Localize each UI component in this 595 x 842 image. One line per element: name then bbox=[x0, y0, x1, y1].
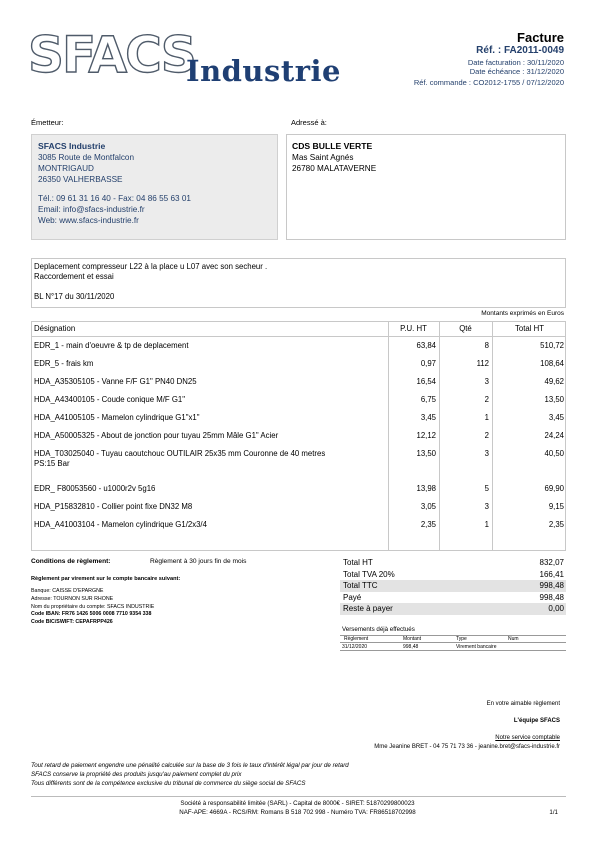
description-box bbox=[31, 258, 566, 308]
page-number: 1/1 bbox=[549, 809, 558, 816]
row-pu: 2,35 bbox=[420, 520, 436, 529]
emetteur-label: Émetteur: bbox=[31, 118, 64, 127]
logo-sfacs-text: SFACS bbox=[28, 26, 195, 84]
legal-line: SFACS conserve la propriété des produits jusqu'au paiement complet du prix bbox=[31, 771, 242, 778]
row-total: 510,72 bbox=[540, 341, 564, 350]
versements-header-num: Num bbox=[508, 636, 519, 642]
totals-row bbox=[340, 580, 566, 592]
totals-label: Reste à payer bbox=[343, 604, 393, 613]
row-pu: 6,75 bbox=[420, 395, 436, 404]
footer-line1: Société à responsabilité limitée (SARL) - Capital de 8000€ - SIRET: 51870299800023 bbox=[180, 800, 415, 807]
totals-value: 166,41 bbox=[539, 569, 564, 579]
row-pu: 3,45 bbox=[420, 413, 436, 422]
header-qte: Qté bbox=[459, 324, 472, 333]
footer-line2: NAF-APE: 4669A - RCS/RM: Romans B 518 702 998 - Numéro TVA: FR86518702998 bbox=[179, 809, 416, 816]
versements-title: Versements déjà effectués bbox=[342, 626, 415, 633]
table-header bbox=[32, 322, 565, 337]
row-designation: EDR_ F80053560 - u1000r2v 5g16 bbox=[34, 484, 156, 493]
row-total: 13,50 bbox=[544, 395, 564, 404]
row-designation: HDA_A41003104 - Mamelon cylindrique G1/2x3/4 bbox=[34, 520, 207, 529]
destinataire-line: Mas Saint Agnés bbox=[292, 153, 354, 162]
row-pu: 16,54 bbox=[416, 377, 436, 386]
document-title: Facture bbox=[517, 30, 564, 45]
bl-reference: BL N°17 du 30/11/2020 bbox=[34, 292, 115, 301]
row-pu: 13,98 bbox=[416, 484, 436, 493]
logo-industrie-text: Industrie bbox=[186, 54, 341, 88]
totals-label: Total TTC bbox=[343, 581, 378, 590]
conditions-label: Conditions de règlement: bbox=[31, 558, 111, 565]
row-total: 2,35 bbox=[548, 520, 564, 529]
destinataire-label: Adressé à: bbox=[291, 118, 327, 127]
description-line: Deplacement compresseur L22 à la place u L07 avec son secheur . bbox=[34, 262, 268, 271]
date-facturation: Date facturation : 30/11/2020 bbox=[467, 58, 564, 67]
destinataire-box bbox=[286, 134, 566, 240]
row-total: 40,50 bbox=[544, 449, 564, 458]
emetteur-box bbox=[31, 134, 278, 240]
totals-value: 998,48 bbox=[539, 592, 564, 602]
row-designation-cont: PS:15 Bar bbox=[34, 459, 70, 468]
header-total: Total HT bbox=[514, 324, 545, 333]
totals-row bbox=[340, 592, 566, 604]
header-pu: P.U. HT bbox=[400, 324, 427, 333]
row-qte: 112 bbox=[476, 359, 489, 368]
row-pu: 63,84 bbox=[416, 341, 436, 350]
emetteur-line: 3085 Route de Montfalcon bbox=[38, 153, 135, 162]
row-qte: 1 bbox=[484, 520, 489, 529]
bic: Code BIC/SWIFT: CEPAFRPP426 bbox=[31, 619, 113, 625]
row-qte: 1 bbox=[484, 413, 489, 422]
invoice-ref: Réf. : FA2011-0049 bbox=[476, 45, 564, 56]
totals-label: Payé bbox=[343, 592, 362, 602]
totals-value: 0,00 bbox=[548, 604, 564, 613]
items-table bbox=[31, 321, 566, 551]
versements-header-type: Type bbox=[456, 636, 467, 642]
footer-divider bbox=[31, 796, 566, 797]
row-total: 24,24 bbox=[544, 431, 564, 440]
totals-row bbox=[340, 569, 566, 581]
row-total: 9,15 bbox=[548, 502, 564, 511]
row-designation: EDR_5 - frais km bbox=[34, 359, 94, 368]
emetteur-web: Web: www.sfacs-industrie.fr bbox=[38, 216, 139, 225]
row-qte: 2 bbox=[484, 431, 489, 440]
legal-line: Tous différents sont de la compétence exclusive du tribunal de commerce du siège social de SFACS bbox=[31, 780, 306, 787]
versements-header-montant: Montant bbox=[403, 636, 422, 642]
legal-line: Tout retard de paiement engendre une pénalité calculée sur la base de 3 fois le taux d'intérêt légal par jour de retard bbox=[31, 762, 349, 769]
header-designation: Désignation bbox=[34, 324, 76, 333]
emetteur-email: Email: info@sfacs-industrie.fr bbox=[38, 205, 145, 214]
signature-contact: Mme Jeanine BRET - 04 75 71 73 36 - jeanine.bret@sfacs-industrie.fr bbox=[374, 744, 560, 750]
company-logo bbox=[28, 26, 341, 90]
destinataire-line: 26780 MALATAVERNE bbox=[292, 164, 377, 173]
versements-header-reglement: Règlement bbox=[344, 636, 369, 642]
totals-row bbox=[340, 603, 566, 615]
ref-commande: Réf. commande : CO2012-1755 / 07/12/2020 bbox=[413, 78, 564, 87]
row-qte: 2 bbox=[484, 395, 489, 404]
conditions-value: Règlement à 30 jours fin de mois bbox=[150, 558, 247, 565]
emetteur-tel: Tél.: 09 61 31 16 40 - Fax: 04 86 55 63 01 bbox=[38, 194, 191, 203]
signature-team: L'équipe SFACS bbox=[513, 718, 560, 724]
totals-row bbox=[340, 557, 566, 569]
row-designation: HDA_T03025040 - Tuyau caoutchouc OUTILAIR 25x35 mm Couronne de 40 metres bbox=[34, 449, 326, 458]
account-owner: Nom du propriétaire du compte: SFACS INDUSTRIE bbox=[31, 604, 155, 610]
row-total: 49,62 bbox=[544, 377, 564, 386]
row-qte: 5 bbox=[484, 484, 489, 493]
totals-value: 832,07 bbox=[539, 558, 564, 567]
row-total: 108,64 bbox=[540, 359, 564, 368]
date-echeance: Date échéance : 31/12/2020 bbox=[469, 67, 564, 76]
totals-label: Total HT bbox=[343, 558, 373, 567]
row-pu: 13,50 bbox=[416, 449, 436, 458]
row-designation: HDA_A43400105 - Coude conique M/F G1" bbox=[34, 395, 185, 404]
signature-service: Notre service comptable bbox=[495, 735, 560, 741]
row-designation: HDA_A50005325 - About de jonction pour tuyau 25mm Mâle G1" Acier bbox=[34, 431, 279, 440]
bank-address: Adresse: TOURNON SUR RHONE bbox=[31, 596, 114, 602]
row-designation: EDR_1 - main d'oeuvre & tp de deplacement bbox=[34, 341, 189, 350]
row-pu: 0,97 bbox=[420, 359, 436, 368]
row-designation: HDA_P15832810 - Collier point fixe DN32 M8 bbox=[34, 502, 193, 511]
totals-box bbox=[340, 557, 566, 615]
row-designation: HDA_A35305105 - Vanne F/F G1" PN40 DN25 bbox=[34, 377, 197, 386]
row-pu: 3,05 bbox=[420, 502, 436, 511]
row-pu: 12,12 bbox=[416, 431, 436, 440]
row-qte: 3 bbox=[484, 502, 489, 511]
emetteur-line: MONTRIGAUD bbox=[38, 164, 94, 173]
signature-line1: En votre aimable règlement bbox=[486, 701, 560, 707]
versement-date: 31/12/2020 bbox=[342, 644, 368, 650]
description-line: Raccordement et essai bbox=[34, 272, 114, 281]
totals-label: Total TVA 20% bbox=[343, 569, 395, 579]
emetteur-line: 26350 VALHERBASSE bbox=[38, 175, 123, 184]
virement-title: Règlement par virement sur le compte bancaire suivant: bbox=[31, 576, 181, 582]
row-designation: HDA_A41005105 - Mamelon cylindrique G1"x1" bbox=[34, 413, 200, 422]
row-qte: 8 bbox=[484, 341, 489, 350]
row-total: 3,45 bbox=[548, 413, 564, 422]
emetteur-name: SFACS Industrie bbox=[38, 141, 106, 151]
currency-note: Montants exprimés en Euros bbox=[481, 310, 564, 317]
iban: Code IBAN: FR76 1426 5006 0008 7710 9354 338 bbox=[31, 611, 152, 617]
versement-type: Virement bancaire bbox=[456, 644, 497, 650]
destinataire-name: CDS BULLE VERTE bbox=[292, 141, 373, 151]
bank-name: Banque: CAISSE D'EPARGNE bbox=[31, 588, 104, 594]
totals-value: 998,48 bbox=[539, 581, 564, 590]
row-qte: 3 bbox=[484, 377, 489, 386]
row-qte: 3 bbox=[484, 449, 489, 458]
versement-montant: 998,48 bbox=[403, 644, 419, 650]
row-total: 69,90 bbox=[544, 484, 564, 493]
